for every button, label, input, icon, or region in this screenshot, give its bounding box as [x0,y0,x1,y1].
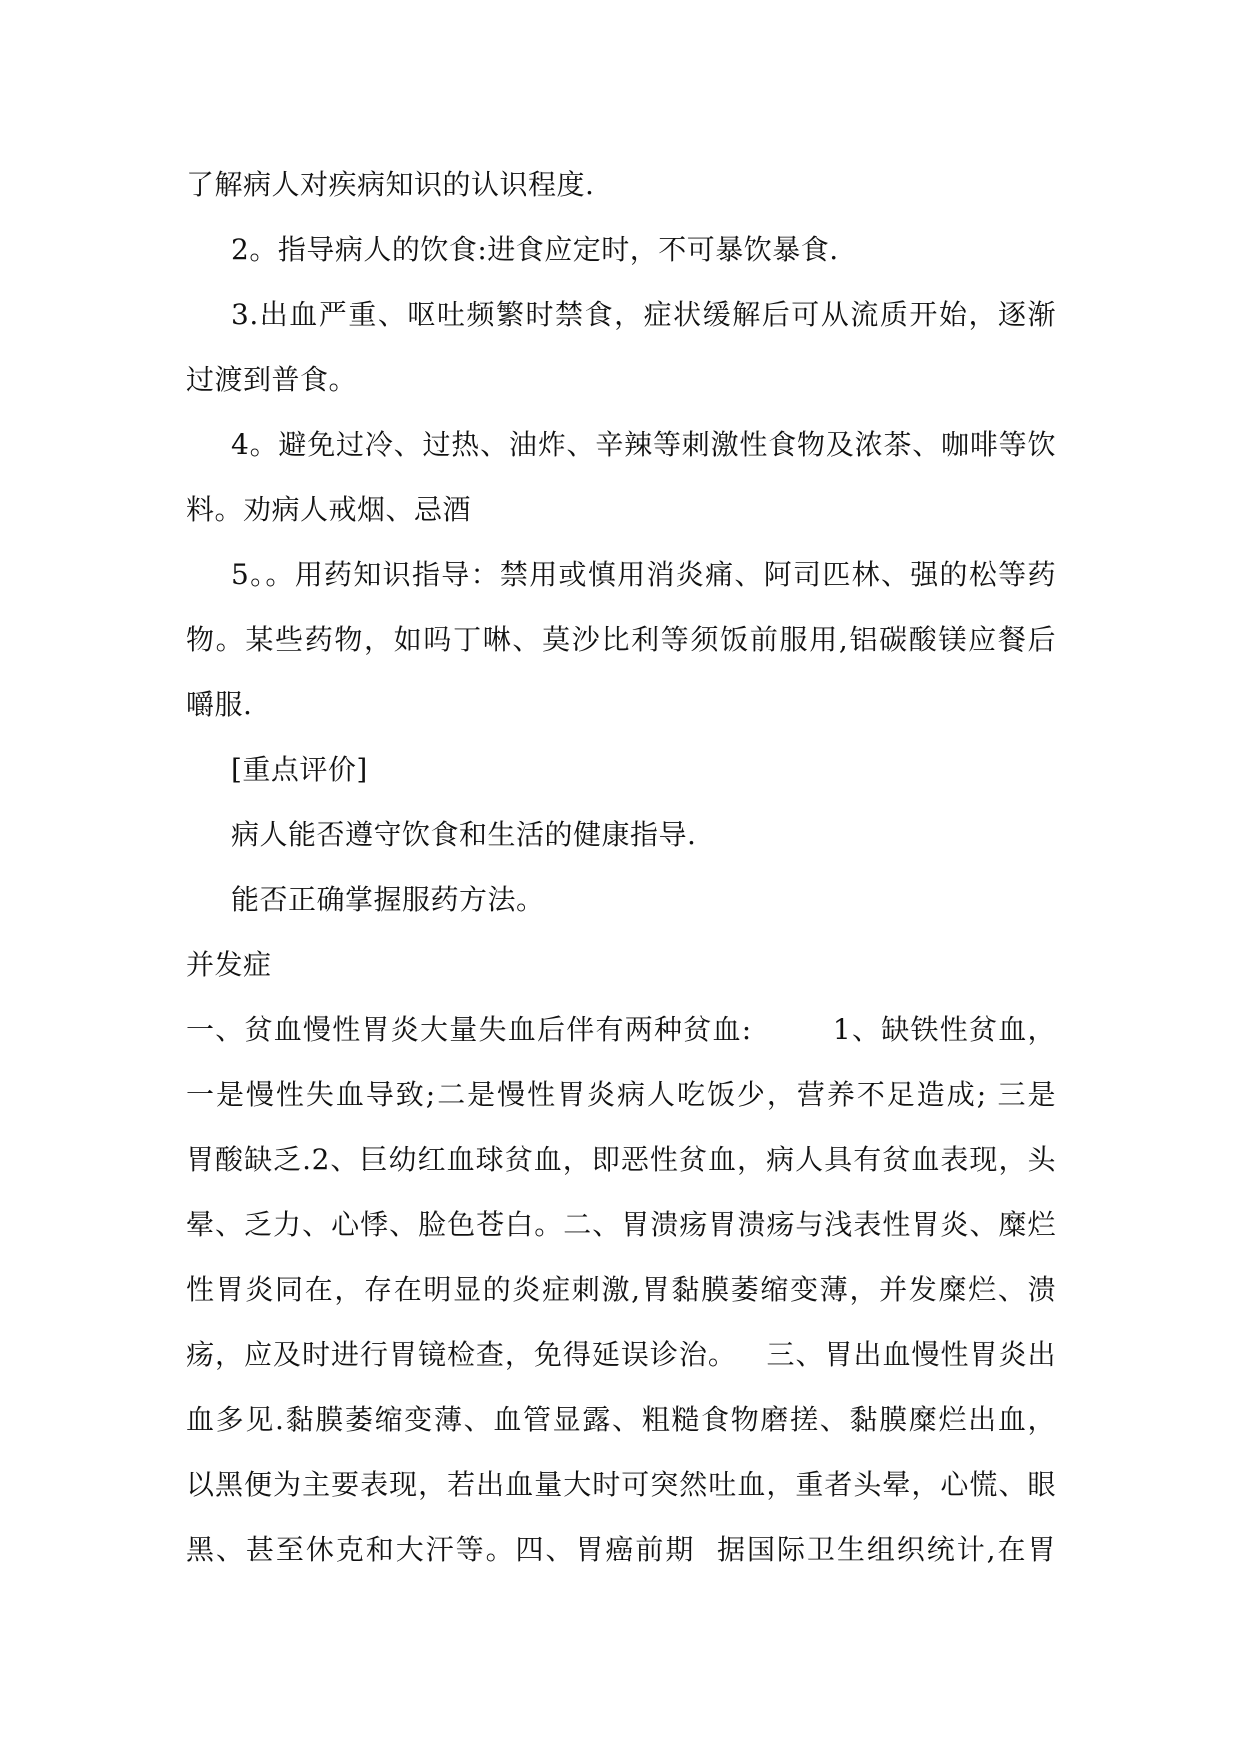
text-line-19: 疡，应及时进行胃镜检查，免得延误诊治。 三、胃出血慢性胃炎出 [186,1338,1056,1371]
text-line-6: 料。劝病人戒烟、忌酒 [186,493,472,526]
text-line-4: 过渡到普食。 [186,363,358,396]
text-line-16: 胃酸缺乏.2、巨幼红血球贫血，即恶性贫血，病人具有贫血表现，头 [186,1143,1056,1176]
text-line-3: 3.出血严重、呕吐频繁时禁食，症状缓解后可从流质开始，逐渐 [231,298,1056,331]
text-line-7: 5。。用药知识指导：禁用或慎用消炎痛、阿司匹林、强的松等药 [231,558,1056,591]
text-line-22: 黑、甚至休克和大汗等。四、胃癌前期 据国际卫生组织统计,在胃 [186,1533,1056,1566]
document-page [186,152,1056,1582]
text-line-1: 了解病人对疾病知识的认识程度. [186,168,595,201]
text-line-17: 晕、乏力、心悸、脸色苍白。二、胃溃疡胃溃疡与浅表性胃炎、糜烂 [186,1208,1056,1241]
text-line-18: 性胃炎同在，存在明显的炎症刺激,胃黏膜萎缩变薄，并发糜烂、溃 [186,1273,1056,1306]
text-line-5: 4。避免过冷、过热、油炸、辛辣等刺激性食物及浓茶、咖啡等饮 [231,428,1056,461]
text-line-11: 病人能否遵守饮食和生活的健康指导. [231,818,697,851]
text-line-21: 以黑便为主要表现，若出血量大时可突然吐血，重者头晕，心慌、眼 [186,1468,1056,1501]
text-line-12: 能否正确掌握服药方法。 [231,883,545,916]
text-line-8: 物。某些药物，如吗丁啉、莫沙比利等须饭前服用,铝碳酸镁应餐后 [186,623,1056,656]
section-heading-key-evaluation: [重点评价] [231,753,368,786]
section-heading-complications: 并发症 [186,948,272,981]
text-line-20: 血多见.黏膜萎缩变薄、血管显露、粗糙食物磨搓、黏膜糜烂出血， [186,1403,1056,1436]
text-line-2: 2。指导病人的饮食:进食应定时，不可暴饮暴食. [231,233,839,266]
text-line-9: 嚼服. [186,688,253,721]
text-line-15: 一是慢性失血导致;二是慢性胃炎病人吃饭少，营养不足造成; 三是 [186,1078,1056,1111]
text-line-14: 一、贫血慢性胃炎大量失血后伴有两种贫血: 1、缺铁性贫血， [186,1013,1056,1046]
